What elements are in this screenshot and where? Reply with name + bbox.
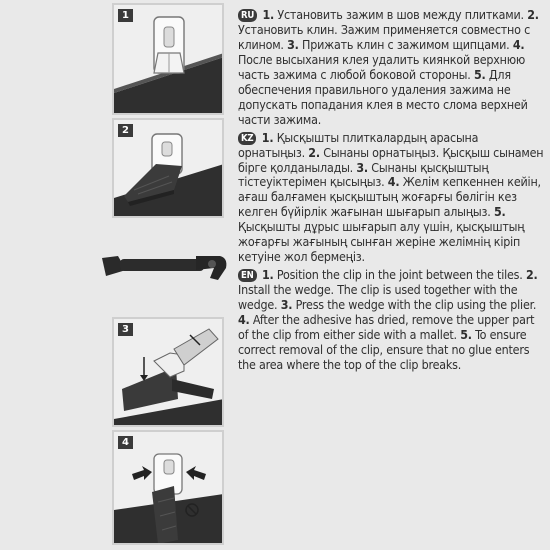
step-text: Position the clip in the joint between the tiles. <box>273 267 523 283</box>
plier-image <box>100 240 235 290</box>
step-num: 4. <box>387 174 400 190</box>
step-num: 3. <box>356 159 368 175</box>
language-badge-kz: KZ <box>238 132 256 145</box>
step-num: 1. <box>261 129 274 145</box>
step-number: 1 <box>118 9 133 22</box>
step-text: Қысқышты плиткалардың арасына орнатыңыз. <box>238 129 479 160</box>
instructions-ru <box>238 8 544 128</box>
step-num: 4. <box>238 312 250 328</box>
step-num: 1. <box>262 7 275 22</box>
step-num: 3. <box>280 297 293 313</box>
step-num: 5. <box>473 66 486 82</box>
language-badge-ru: RU <box>238 9 257 22</box>
step-num: 5. <box>460 327 472 343</box>
step-text: Желім кепкеннен кейін, ағаш балғамен қысқыштың жоғарғы бөлігін кез келген бүйірлік жағынан шығарып алыңыз. <box>238 174 541 220</box>
step-1-illustration <box>112 3 224 115</box>
step-text: After the adhesive has dried, remove the upper part of the clip from either side with a mallet. <box>238 312 535 343</box>
instructions-text <box>238 8 544 376</box>
plier-drawing <box>100 240 235 290</box>
step-num: 2. <box>525 267 538 283</box>
instructions-kz <box>238 131 544 266</box>
step-num: 5. <box>493 204 506 220</box>
step-text: Press the wedge with the clip using the plier. <box>292 297 537 313</box>
step-text: Прижать клин с зажимом щипцами. <box>298 36 510 52</box>
step-num: 2. <box>527 7 539 22</box>
step-number: 2 <box>118 124 133 137</box>
step-text: Установить клин. Зажим применяется совместно с клином. <box>238 21 531 52</box>
clip-removal-drawing <box>114 432 224 545</box>
clip-in-joint-drawing <box>114 5 224 115</box>
step-text: Сынаны қысқыштың тістеуіктерімен қысыңыз. <box>238 159 489 190</box>
step-text: Қысқышты дұрыс шығарып алу үшін, қысқыштың жоғарғы жағының сынған жеріне желімнің кіріп кетуіне жол бермеңіз. <box>238 219 525 265</box>
step-text: To ensure correct removal of the clip, ensure that no glue enters the area where the top of the clip breaks. <box>238 327 530 372</box>
step-2-illustration <box>112 118 224 218</box>
step-text: Install the wedge. The clip is used together with the wedge. <box>238 282 518 313</box>
plier-pressing-drawing <box>114 319 224 427</box>
step-num: 4. <box>512 36 525 52</box>
instructions-en <box>238 268 544 373</box>
step-num: 3. <box>287 36 299 52</box>
step-text: После высыхания клея удалить киянкой верхнюю часть зажима с любой боковой стороны. <box>238 51 526 82</box>
step-number: 4 <box>118 436 133 449</box>
step-3-illustration <box>112 317 224 427</box>
step-text: Установить зажим в шов между плитками. <box>274 7 524 22</box>
step-text: Сынаны орнатыңыз. Қысқыш сынамен бірге қолданылады. <box>238 144 544 175</box>
language-badge-en: EN <box>238 269 257 282</box>
step-4-illustration <box>112 430 224 545</box>
step-text: Для обеспечения правильного удаления зажима не допускать попадания клея в место слома верхней части зажима. <box>238 66 528 127</box>
step-number: 3 <box>118 323 133 336</box>
wedge-install-drawing <box>114 120 224 218</box>
step-num: 2. <box>308 144 320 160</box>
step-num: 1. <box>261 267 274 283</box>
